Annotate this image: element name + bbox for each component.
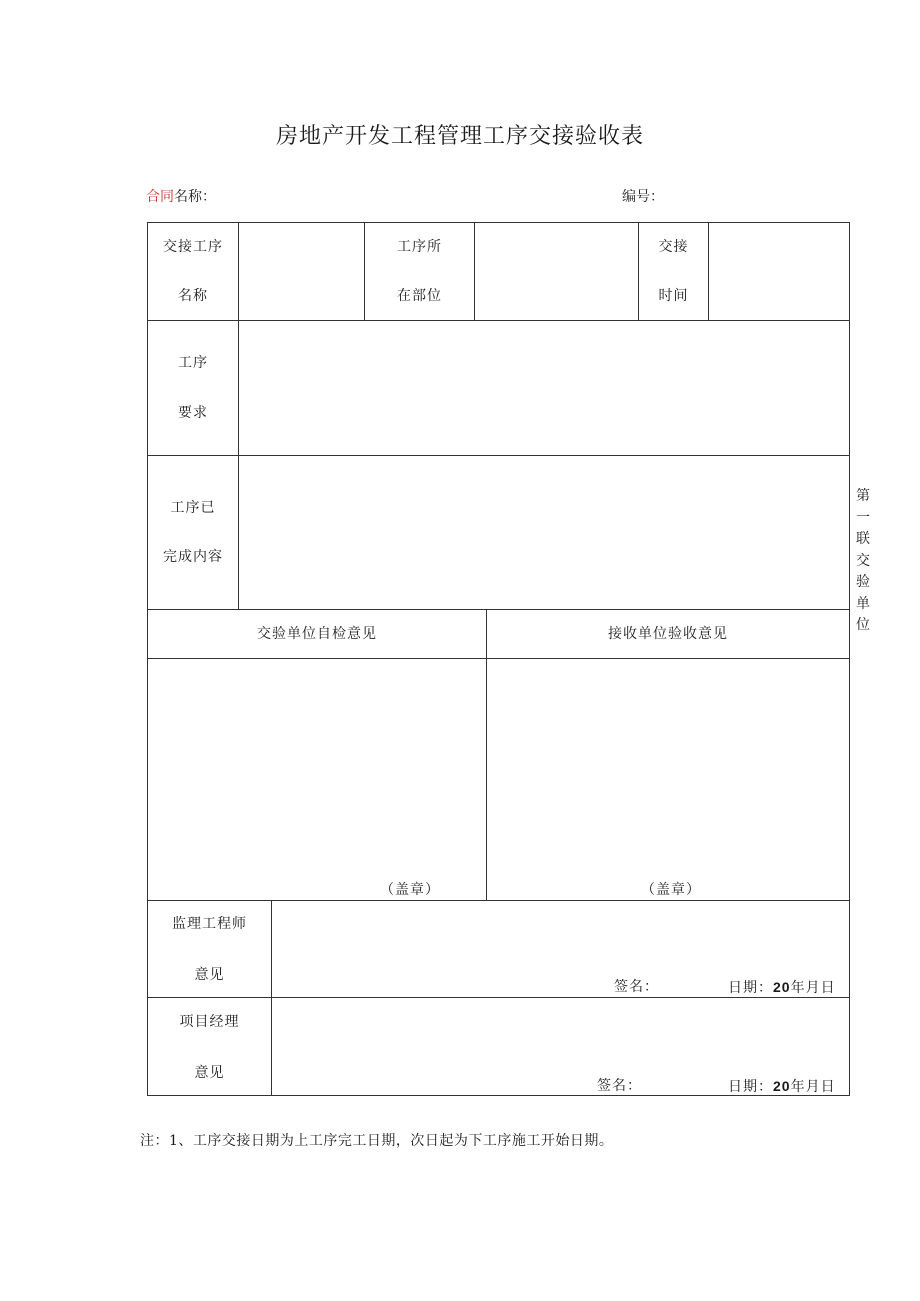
row-divider-3 [147, 609, 850, 610]
supervisor-opinion-field[interactable] [272, 901, 849, 973]
process-requirements-label: 工序 [178, 355, 208, 371]
contract-label-rest: 名称： [174, 189, 216, 205]
serial-number-label: 编号： [622, 189, 664, 205]
page-title: 房地产开发工程管理工序交接验收表 [275, 124, 644, 149]
handover-process-label-2: 名称 [178, 288, 208, 304]
manager-date-prefix: 日期： [728, 1079, 773, 1095]
footnote: 注：1、工序交接日期为上工序完工日期，次日起为下工序施工开始日期。 [140, 1133, 614, 1149]
supervisor-opinion-label-2: 意见 [194, 967, 225, 983]
side-char: 第 [856, 488, 870, 504]
supervisor-date-prefix: 日期： [728, 980, 773, 996]
manager-signature-label: 签名： [597, 1078, 642, 1094]
handover-time-label-2: 时间 [658, 288, 689, 304]
manager-opinion-label-2: 意见 [194, 1065, 225, 1081]
process-requirements-field[interactable] [239, 321, 849, 455]
submitter-opinion-field[interactable] [148, 659, 486, 879]
supervisor-date-year: 20 [773, 979, 791, 995]
handover-time-field[interactable] [709, 230, 849, 318]
completed-content-label-2: 完成内容 [163, 549, 223, 565]
process-location-label: 工序所 [397, 239, 442, 255]
process-requirements-label-2: 要求 [178, 405, 208, 421]
contract-label-red: 合同 [146, 189, 174, 205]
side-char: 交 [856, 552, 870, 569]
contract-name-label [146, 188, 216, 206]
manager-date-label [728, 1077, 836, 1096]
supervisor-signature-label: 签名： [614, 979, 659, 995]
process-location-label-2: 在部位 [397, 288, 442, 304]
supervisor-opinion-label: 监理工程师 [172, 916, 247, 932]
table-border-top [147, 222, 850, 223]
handover-time-label: 交接 [658, 239, 689, 255]
receiver-acceptance-header: 接收单位验收意见 [608, 626, 728, 642]
side-char: 位 [856, 617, 870, 633]
row1-col-divider-2 [364, 222, 365, 320]
manager-opinion-field[interactable] [272, 998, 849, 1070]
row1-col-divider-4 [638, 222, 639, 320]
receiver-opinion-field[interactable] [487, 659, 849, 879]
manager-opinion-label: 项目经理 [179, 1014, 240, 1030]
supervisor-date-suffix: 年月日 [790, 980, 836, 996]
side-char: 验 [856, 574, 870, 590]
process-name-field[interactable] [239, 230, 364, 318]
submitter-self-check-header: 交验单位自检意见 [257, 626, 377, 642]
side-char: 单 [856, 595, 870, 612]
manager-date-year: 20 [773, 1078, 791, 1094]
manager-date-suffix: 年月日 [790, 1079, 836, 1095]
submitter-seal-label: （盖章） [380, 882, 440, 898]
copy-designation-label [852, 486, 874, 633]
side-char: 一 [856, 509, 870, 526]
supervisor-date-label [728, 978, 836, 997]
handover-process-label: 交接工序 [163, 239, 223, 255]
side-char: 联 [856, 531, 870, 547]
completed-content-field[interactable] [239, 456, 849, 609]
receiver-seal-label: （盖章） [641, 882, 701, 898]
table-border-right [849, 222, 850, 1096]
completed-content-label: 工序已 [170, 500, 216, 516]
process-location-field[interactable] [475, 230, 638, 318]
